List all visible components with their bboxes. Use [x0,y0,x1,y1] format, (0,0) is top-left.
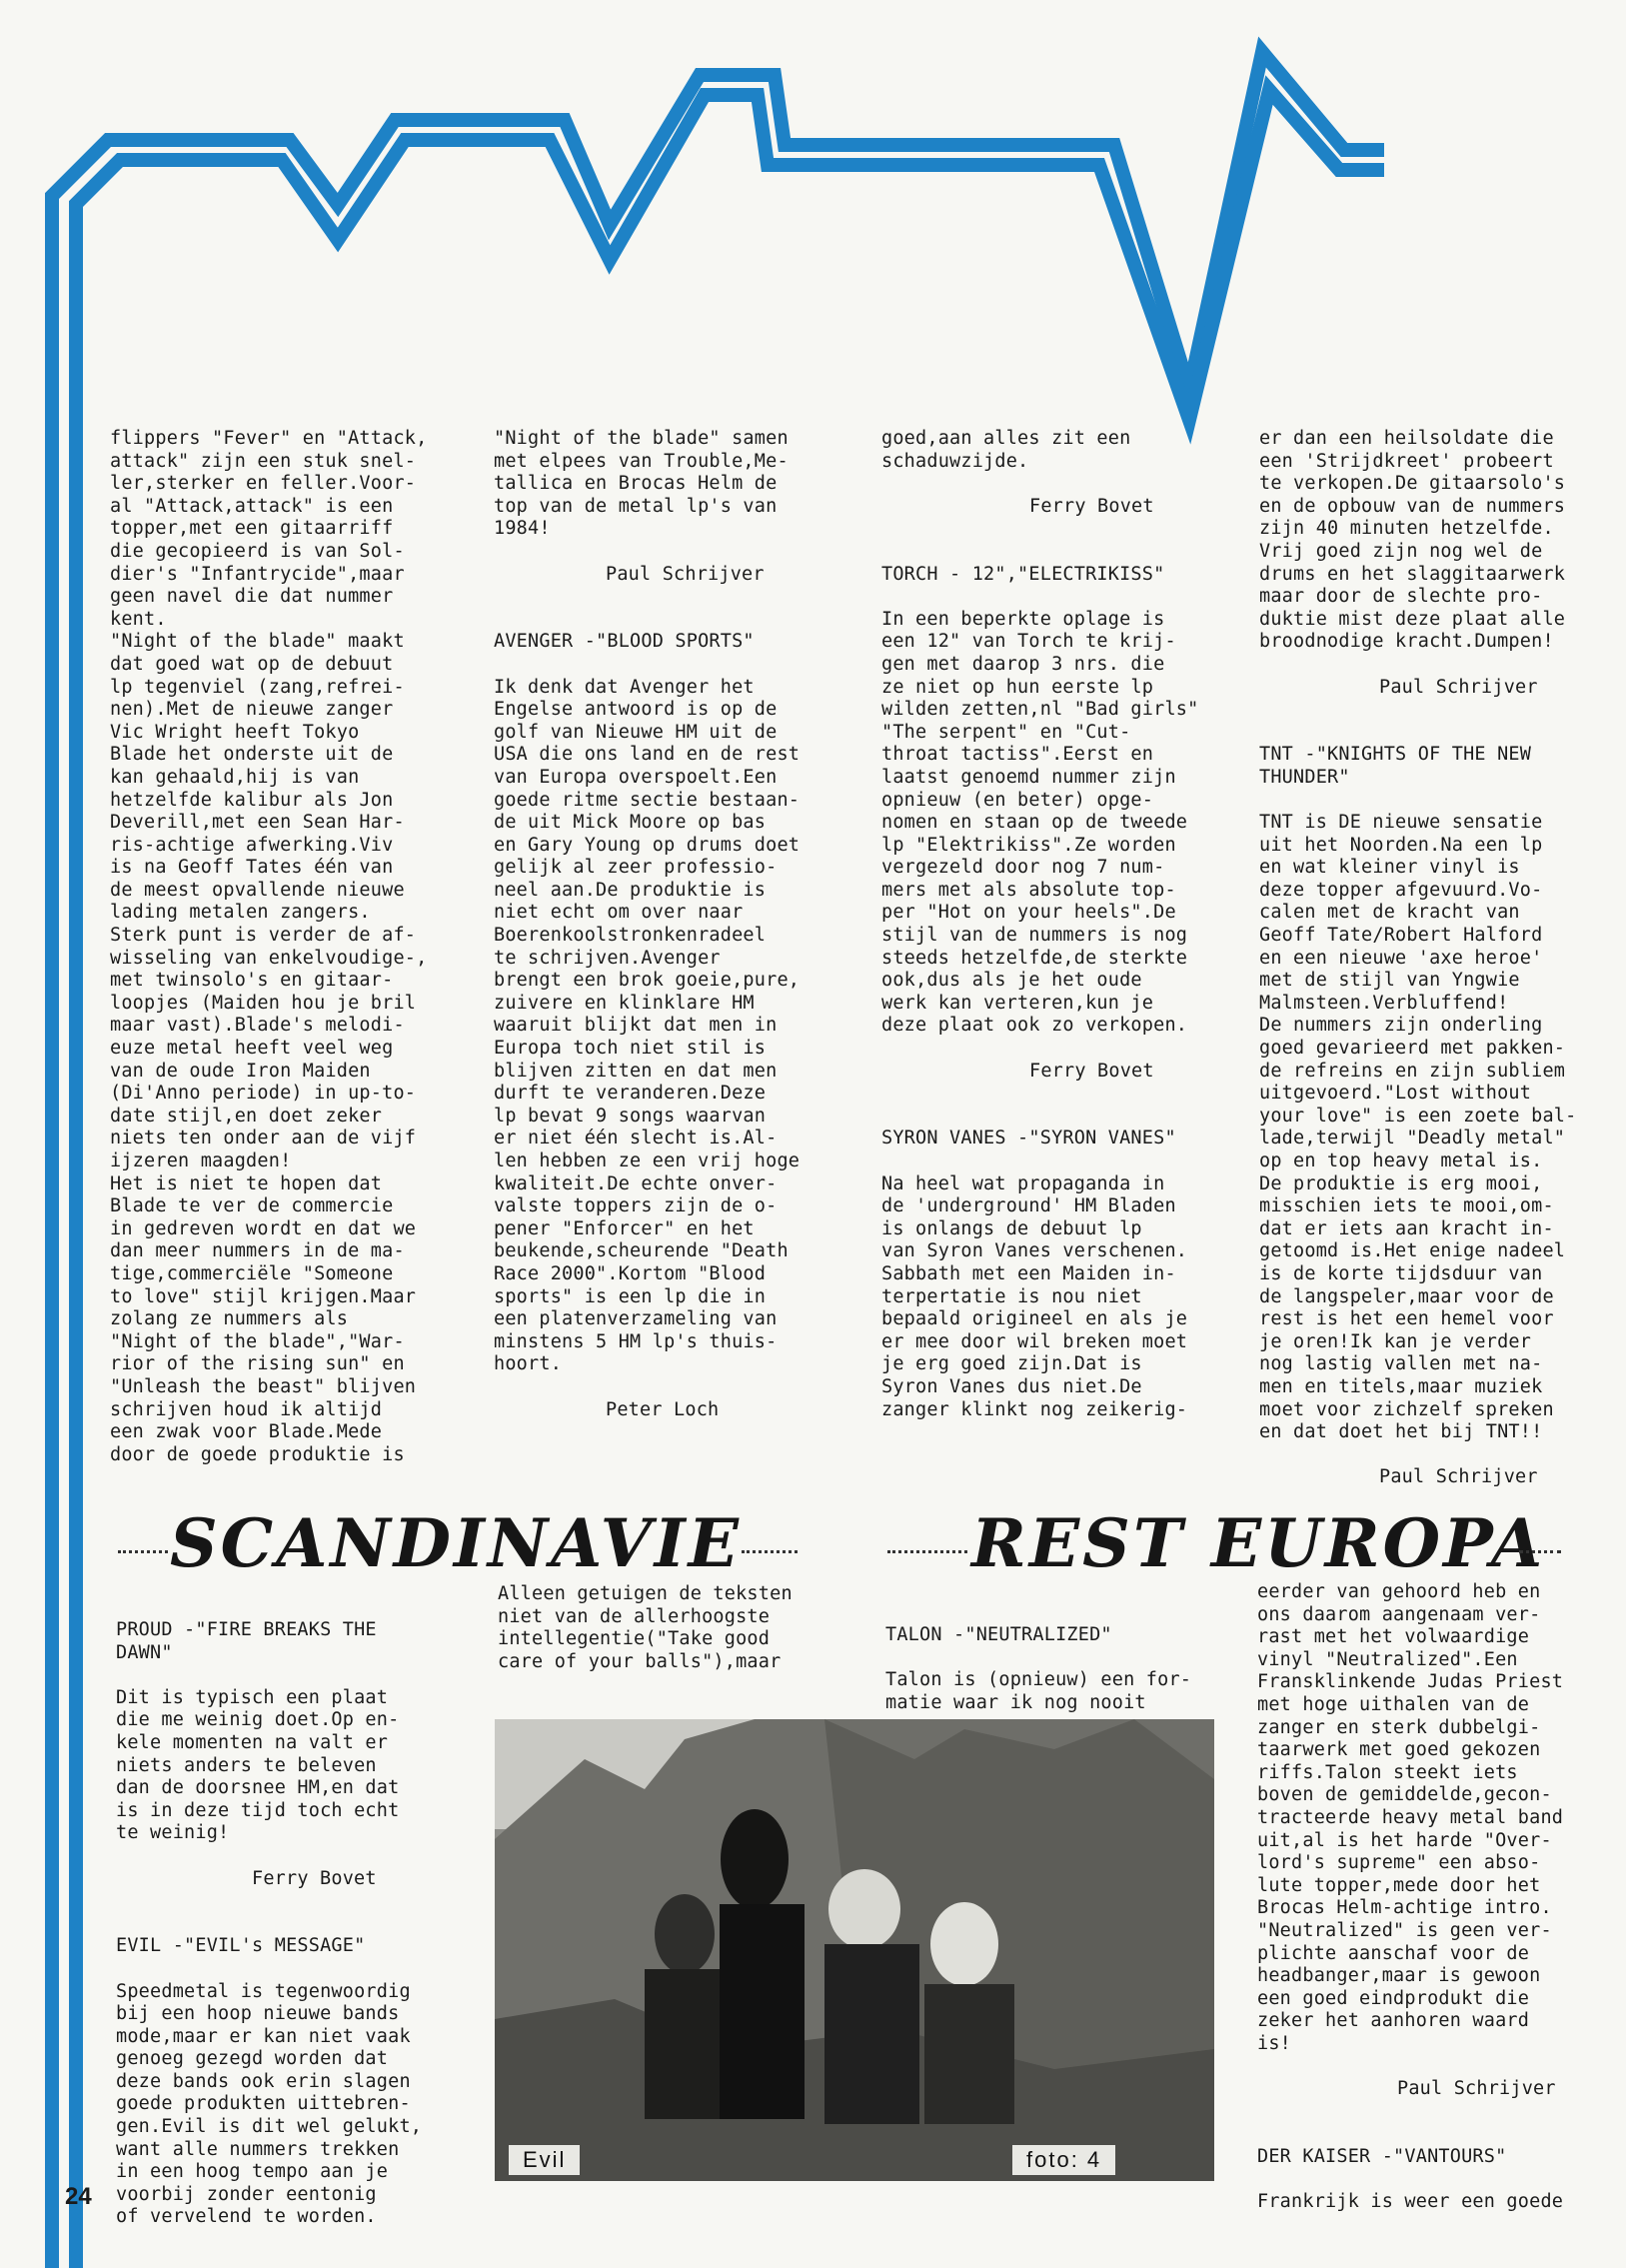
text-line: flippers "Fever" en "Attack, [110,428,428,449]
text-line: op en top heavy metal is. [1259,1150,1543,1171]
article-column [116,1619,423,2229]
text-line: is in deze tijd toch echt [116,1799,400,1821]
text-line: genoeg gezegd worden dat [116,2048,389,2070]
text-line: moet voor zichzelf spreken [1259,1398,1554,1420]
text-line: Ik denk dat Avenger het [494,676,755,698]
text-line: is! [1257,2032,1292,2054]
text-line: door de goede produktie is [110,1443,405,1465]
author-signature: Paul Schrijver [1379,676,1538,698]
article-column [885,1624,1203,1714]
text-line: te weinig! [116,1822,230,1844]
text-line: je erg goed zijn.Dat is [881,1353,1142,1375]
text-line: vergezeld door nog 7 num- [881,857,1165,879]
text-line: deze bands ook erin slagen [116,2070,411,2092]
text-line: werk kan verteren,kun je [881,992,1154,1014]
text-line: Na heel wat propaganda in [881,1172,1165,1194]
text-line: misschien iets te mooi,om- [1259,1195,1554,1217]
text-line: met twinsolo's en gitaar- [110,970,394,992]
review-heading: DER KAISER -"VANTOURS" [1257,2145,1507,2167]
text-line: len hebben ze een vrij hoge [494,1150,801,1171]
article-column [110,428,428,1466]
text-line: die gecopieerd is van Sol- [110,540,405,562]
text-line: met de stijl van Yngwie [1259,970,1520,992]
article-column [494,428,812,1421]
text-line: zolang ze nummers als [110,1308,349,1330]
text-line: goede ritme sectie bestaan- [494,789,801,811]
text-line: ons daarom aangenaam ver- [1257,1603,1541,1625]
text-line: geen navel die dat nummer [110,586,394,608]
text-line: "Unleash the beast" blijven [110,1375,417,1397]
text-line: mers met als absolute top- [881,879,1176,901]
text-line: de uit Mick Moore op bas [494,812,767,834]
text-line: zeker het aanhoren waard [1257,2010,1530,2032]
text-line: niets anders te beleven [116,1754,377,1776]
text-line: ijzeren maagden! [110,1150,292,1171]
text-line: gen met daarop 3 nrs. die [881,653,1165,675]
text-line: Speedmetal is tegenwoordig [116,1980,411,2002]
text-line: van Syron Vanes verschenen. [881,1240,1188,1262]
text-line: blijven zitten en dat men [494,1060,778,1082]
text-line: Europa toch niet stil is [494,1038,767,1060]
text-line: die me weinig doet.Op en- [116,1709,400,1731]
text-line: de 'underground' HM Bladen [881,1195,1176,1217]
text-line: je oren!Ik kan je verder [1259,1330,1532,1352]
review-heading: TORCH - 12","ELECTRIKISS" [881,563,1165,585]
text-line: Blade te ver de commercie [110,1195,394,1217]
text-line: Brocas Helm-achtige intro. [1257,1897,1552,1919]
text-line: durft te veranderen.Deze [494,1083,767,1105]
text-line: ze niet op hun eerste lp [881,676,1154,698]
text-line: waaruit blijkt dat men in [494,1015,778,1037]
text-line: maar door de slechte pro- [1259,586,1543,608]
text-line: kele momenten na valt er [116,1731,389,1753]
text-line: Race 2000".Kortom "Blood [494,1262,767,1284]
text-line: Syron Vanes dus niet.De [881,1375,1142,1397]
text-line: zanger en sterk dubbelgi- [1257,1716,1541,1738]
text-line: "Night of the blade","War- [110,1330,405,1352]
text-line: per "Hot on your heels".De [881,902,1176,924]
text-line: zanger klinkt nog zeikerig- [881,1398,1188,1420]
text-line: duktie mist deze plaat alle [1259,608,1566,630]
text-line: care of your balls"),maar [498,1650,782,1672]
review-heading: SYRON VANES -"SYRON VANES" [881,1128,1176,1149]
text-line: uit het Noorden.Na een lp [1259,834,1543,856]
text-line: gen.Evil is dit wel gelukt, [116,2116,423,2138]
text-line: 1984! [494,518,551,540]
text-line: lp "Elektrikiss".Ze worden [881,834,1176,856]
text-line: drums en het slaggitaarwerk [1259,563,1566,585]
text-line: lade,terwijl "Deadly metal" [1259,1128,1566,1149]
text-line: uit,al is het harde "Over- [1257,1829,1552,1851]
text-line: neel aan.De produktie is [494,879,767,901]
text-line: topper,met een gitaarriff [110,518,394,540]
text-line: TNT is DE nieuwe sensatie [1259,812,1543,834]
text-line: riffs.Talon steekt iets [1257,1761,1518,1783]
text-line: minstens 5 HM lp's thuis- [494,1330,778,1352]
text-line: nen).Met de nieuwe zanger [110,699,394,721]
text-line: een zwak voor Blade.Mede [110,1421,383,1443]
text-line: en de opbouw van de nummers [1259,495,1566,517]
text-line: deze plaat ook zo verkopen. [881,1015,1188,1037]
text-line: De produktie is erg mooi, [1259,1172,1543,1194]
text-line: schrijven houd ik altijd [110,1398,383,1420]
text-line: steeds hetzelfde,de sterkte [881,947,1188,969]
text-line: schaduwzijde. [881,450,1029,472]
text-line: met elpees van Trouble,Me- [494,450,789,472]
text-line: voorbij zonder eentonig [116,2183,377,2205]
text-line: kwaliteit.De echte onver- [494,1172,778,1194]
text-line: Dit is typisch een plaat [116,1686,389,1708]
text-line: dat goed wat op de debuut [110,653,394,675]
text-line: pener "Enforcer" en het [494,1217,755,1239]
text-line: is de korte tijdsduur van [1259,1262,1543,1284]
text-line: een goed eindprodukt die [1257,1987,1530,2009]
text-line: een 12" van Torch te krij- [881,631,1176,653]
text-line: een platenverzameling van [494,1308,778,1330]
text-line: want alle nummers trekken [116,2138,400,2160]
text-line: is onlangs de debuut lp [881,1217,1142,1239]
text-line: hoort. [494,1353,563,1375]
text-line: Alleen getuigen de teksten [498,1583,793,1604]
text-line: goede produkten uittebren- [116,2093,411,2115]
text-line: maar vast).Blade's melodi- [110,1015,405,1037]
text-line: kent. [110,608,167,630]
text-line: laatst genoemd nummer zijn [881,766,1176,788]
text-line: to love" stijl krijgen.Maar [110,1285,417,1307]
text-line: Vrij goed zijn nog wel de [1259,540,1543,562]
photo-caption-right: foto: 4 [1012,2145,1115,2175]
text-line: in gedreven wordt en dat we [110,1217,417,1239]
text-line: nomen en staan op de tweede [881,812,1188,834]
text-line: eerder van gehoord heb en [1257,1581,1541,1602]
text-line: kan gehaald,hij is van [110,766,360,788]
text-line: boven de gemiddelde,gecon- [1257,1784,1552,1806]
text-line: intellegentie("Take good [498,1628,771,1650]
text-line: en Gary Young op drums doet [494,834,801,856]
text-line: er dan een heilsoldate die [1259,428,1554,449]
text-line: plichte aanschaf voor de [1257,1942,1530,1964]
text-line: wilden zetten,nl "Bad girls" [881,699,1199,721]
text-line: headbanger,maar is gewoon [1257,1965,1541,1987]
text-line: Boerenkoolstronkenradeel [494,925,767,947]
text-line: broodnodige kracht.Dumpen! [1259,631,1554,653]
text-line: te schrijven.Avenger [494,947,721,969]
review-heading: TNT -"KNIGHTS OF THE NEW THUNDER" [1259,744,1532,788]
review-heading: EVIL -"EVIL's MESSAGE" [116,1935,366,1957]
text-line: dier's "Infantrycide",maar [110,563,405,585]
text-line: Engelse antwoord is op de [494,699,778,721]
text-line: "Night of the blade" samen [494,428,789,449]
text-line: of vervelend te worden. [116,2206,377,2228]
band-photo [495,1719,1214,2181]
text-line: brengt een brok goeie,pure, [494,970,801,992]
text-line: en wat kleiner vinyl is [1259,857,1520,879]
text-line: vinyl "Neutralized".Een [1257,1648,1518,1670]
text-line: nog lastig vallen met na- [1259,1353,1543,1375]
text-line: Malmsteen.Verbluffend! [1259,992,1509,1014]
text-line: in een hoog tempo aan je [116,2161,389,2183]
text-line: opnieuw (en beter) opge- [881,789,1154,811]
text-line: niets ten onder aan de vijf [110,1128,417,1149]
text-line: throat tactiss".Eerst en [881,744,1154,766]
section-divider-dots [887,1550,967,1553]
text-line: In een beperkte oplage is [881,608,1165,630]
text-line: De nummers zijn onderling [1259,1015,1543,1037]
text-line: lp bevat 9 songs waarvan [494,1105,767,1127]
text-line: "Neutralized" is geen ver- [1257,1919,1552,1941]
article-column [1257,1581,1564,2214]
text-line: er niet één slecht is.Al- [494,1128,778,1149]
text-line: gelijk al zeer professio- [494,857,778,879]
text-line: "The serpent" en "Cut- [881,721,1131,743]
text-line: Het is niet te hopen dat [110,1172,383,1194]
text-line: tracteerde heavy metal band [1257,1806,1564,1828]
text-line: USA die ons land en de rest [494,744,801,766]
text-line: Talon is (opnieuw) een for- [885,1669,1192,1691]
text-line: Geoff Tate/Robert Halford [1259,925,1543,947]
text-line: golf van Nieuwe HM uit de [494,721,778,743]
text-line: goed,aan alles zit een [881,428,1131,449]
text-line: calen met de kracht van [1259,902,1520,924]
text-line: lord's supreme" een abso- [1257,1852,1541,1874]
review-heading: TALON -"NEUTRALIZED" [885,1624,1112,1645]
text-line: (Di'Anno periode) in up-to- [110,1083,417,1105]
text-line: tallica en Brocas Helm de [494,473,778,495]
text-line: goed gevarieerd met pakken- [1259,1038,1566,1060]
text-line: een 'Strijdkreet' probeert [1259,450,1554,472]
photo-caption-left: Evil [509,2145,580,2175]
text-line: niet van de allerhoogste [498,1605,771,1627]
text-line: Fransklinkende Judas Priest [1257,1671,1564,1693]
text-line: terpertatie is nou niet [881,1285,1142,1307]
text-line: bepaald origineel en als je [881,1308,1188,1330]
text-line: lute topper,mede door het [1257,1874,1541,1896]
text-line: en een nieuwe 'axe heroe' [1259,947,1543,969]
text-line: loopjes (Maiden hou je bril [110,992,417,1014]
text-line: niet echt om over naar [494,902,744,924]
text-line: dat er iets aan kracht in- [1259,1217,1554,1239]
text-line: van de oude Iron Maiden [110,1060,371,1082]
text-line: de meest opvallende nieuwe [110,879,405,901]
text-line: dan meer nummers in de ma- [110,1240,405,1262]
text-line: en dat doet het bij TNT!! [1259,1421,1543,1443]
text-line: tige,commerciële "Someone [110,1262,394,1284]
text-line: van Europa overspoelt.Een [494,766,778,788]
band-photo-illustration [495,1719,1214,2181]
article-column [1259,428,1577,1489]
text-line: getoomd is.Het enige nadeel [1259,1240,1566,1262]
text-line: Frankrijk is weer een goede [1257,2191,1564,2213]
text-line: "Night of the blade" maakt [110,631,405,653]
section-divider-dots [1519,1550,1561,1553]
text-line: attack" zijn een stuk snel- [110,450,417,472]
text-line: matie waar ik nog nooit [885,1691,1146,1713]
text-line: wisseling van enkelvoudige-, [110,947,428,969]
text-line: uitgevoerd."Lost without [1259,1083,1532,1105]
text-line: stijl van de nummers is nog [881,925,1188,947]
text-line: deze topper afgevuurd.Vo- [1259,879,1543,901]
text-line: your love" is een zoete bal- [1259,1105,1577,1127]
author-signature: Paul Schrijver [606,563,765,585]
text-line: rest is het een hemel voor [1259,1308,1554,1330]
text-line: top van de metal lp's van [494,495,778,517]
text-line: Vic Wright heeft Tokyo [110,721,360,743]
text-line: sports" is een lp die in [494,1285,767,1307]
text-line: Deverill,met een Sean Har- [110,812,405,834]
author-signature: Ferry Bovet [1029,1060,1154,1082]
text-line: rast met het volwaardige [1257,1626,1530,1648]
text-line: Sabbath met een Maiden in- [881,1262,1176,1284]
text-line: zijn 40 minuten hetzelfde. [1259,518,1554,540]
text-line: Sterk punt is verder de af- [110,925,417,947]
author-signature: Paul Schrijver [1379,1466,1538,1488]
author-signature: Ferry Bovet [252,1867,377,1889]
text-line: valste toppers zijn de o- [494,1195,778,1217]
section-title-rest-europa: REST EUROPA [971,1504,1546,1582]
text-line: zuivere en klinklare HM [494,992,755,1014]
text-line: lp tegenviel (zang,refrei- [110,676,405,698]
text-line: ook,dus als je het oude [881,970,1142,992]
text-line: ler,sterker en feller.Voor- [110,473,417,495]
review-heading: AVENGER -"BLOOD SPORTS" [494,631,755,653]
article-column [498,1583,815,1673]
text-line: te verkopen.De gitaarsolo's [1259,473,1566,495]
section-divider-dots [118,1550,168,1553]
text-line: mode,maar er kan niet vaak [116,2025,411,2047]
text-line: lading metalen zangers. [110,902,371,924]
review-heading: PROUD -"FIRE BREAKS THE DAWN" [116,1619,377,1663]
author-signature: Peter Loch [606,1398,720,1420]
text-line: hetzelfde kalibur als Jon [110,789,394,811]
text-line: de langspeler,maar voor de [1259,1285,1554,1307]
section-divider-dots [742,1550,798,1553]
author-signature: Paul Schrijver [1397,2078,1556,2100]
text-line: rior of the rising sun" en [110,1353,405,1375]
section-title-scandinavie: SCANDINAVIE [170,1504,742,1582]
text-line: euze metal heeft veel weg [110,1038,394,1060]
text-line: date stijl,en doet zeker [110,1105,383,1127]
text-line: al "Attack,attack" is een [110,495,394,517]
text-line: taarwerk met goed gekozen [1257,1739,1541,1761]
text-line: bij een hoop nieuwe bands [116,2003,400,2025]
text-line: Blade het onderste uit de [110,744,394,766]
text-line: met hoge uithalen van de [1257,1693,1530,1715]
page-number: 24 [65,2183,92,2210]
author-signature: Ferry Bovet [1029,495,1154,517]
text-line: beukende,scheurende "Death [494,1240,789,1262]
text-line: is na Geoff Tates één van [110,857,394,879]
text-line: er mee door wil breken moet [881,1330,1188,1352]
text-line: dan de doorsnee HM,en dat [116,1777,400,1799]
text-line: men en titels,maar muziek [1259,1375,1543,1397]
text-line: de refreins en zijn subliem [1259,1060,1566,1082]
text-line: ris-achtige afwerking.Viv [110,834,394,856]
article-column [881,428,1199,1421]
